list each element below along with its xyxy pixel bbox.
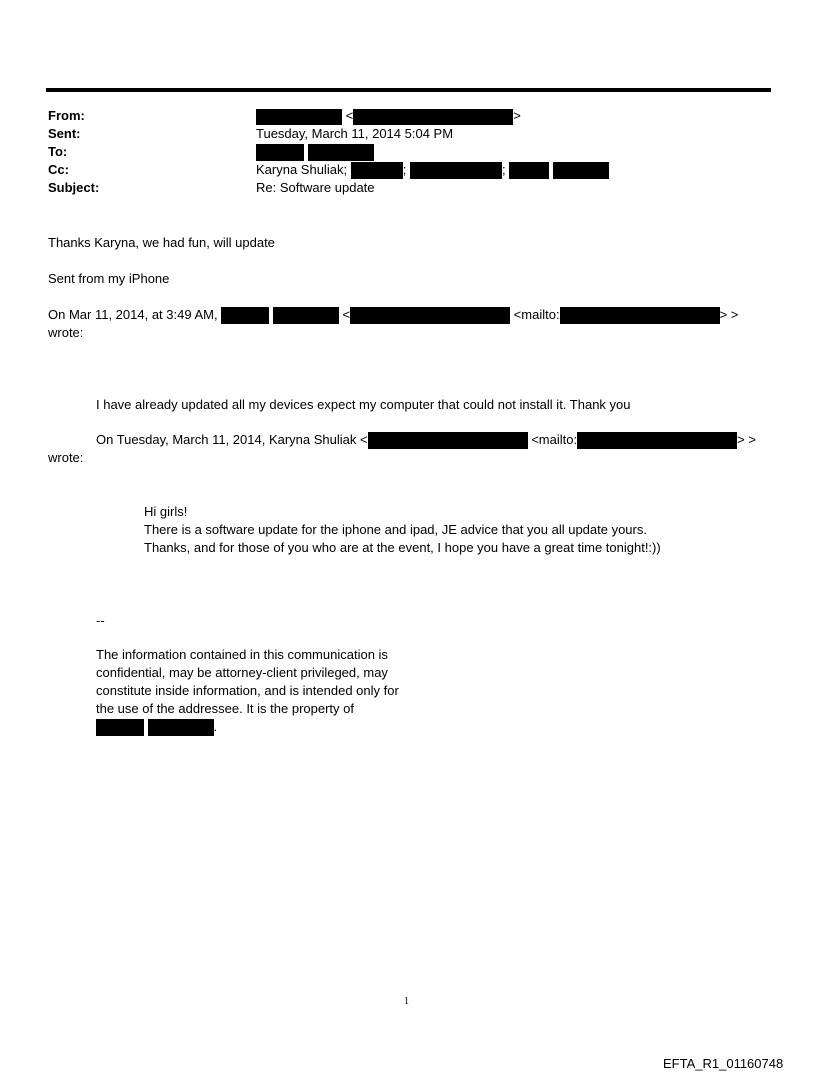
quote2-prefix: On Tuesday, March 11, 2014, Karyna Shuliak < (96, 432, 368, 447)
redaction-block (509, 162, 549, 179)
disclaimer-line: confidential, may be attorney-client privileged, may (96, 665, 388, 680)
disclaimer-line: the use of the addressee. It is the property of (96, 701, 354, 716)
quote2-line: There is a software update for the iphone and ipad, JE advice that you all update yours. (144, 522, 647, 537)
redaction-block (273, 307, 339, 324)
redaction-block (350, 307, 510, 324)
quote1-close: > > (719, 307, 739, 322)
quote1-wrote: wrote: (48, 325, 84, 340)
quote1-prefix: On Mar 11, 2014, at 3:49 AM, (48, 307, 218, 322)
cc-separator: ; (501, 162, 506, 177)
quote1-lt: < (342, 307, 351, 322)
redaction-block (560, 307, 720, 324)
quote2-line: Thanks, and for those of you who are at the event, I hope you have a great time tonight!:)) (144, 540, 661, 555)
quote1-body: I have already updated all my devices expect my computer that could not install it. Thank you (96, 397, 631, 412)
cc-first-recipient: Karyna Shuliak; (256, 162, 348, 177)
redaction-block (221, 307, 269, 324)
signature-separator: -- (96, 613, 105, 628)
header-rule (46, 88, 771, 92)
redaction-block (410, 162, 502, 179)
sent-label: Sent: (48, 126, 81, 141)
quote1-mailto: <mailto: (513, 307, 560, 322)
redaction-block (353, 109, 513, 125)
redaction-block (368, 432, 528, 449)
redaction-block (351, 162, 403, 179)
sent-value: Tuesday, March 11, 2014 5:04 PM (256, 126, 454, 141)
to-label: To: (48, 144, 68, 159)
cc-value (256, 161, 609, 179)
redaction-block (553, 162, 609, 179)
to-value (256, 143, 374, 161)
quote2-line: Hi girls! (144, 504, 188, 519)
subject-label: Subject: (48, 180, 100, 195)
page-number: 1 (404, 996, 409, 1007)
disclaimer-period: . (213, 719, 218, 734)
redaction-block (577, 432, 737, 449)
bates-number: EFTA_R1_01160748 (663, 1056, 784, 1071)
quote2-mailto: <mailto: (531, 432, 578, 447)
quote2-close: > > (737, 432, 756, 447)
redaction-block (148, 719, 214, 736)
cc-separator: ; (402, 162, 407, 177)
redaction-block (256, 144, 304, 161)
disclaimer-line: constitute inside information, and is intended only for (96, 683, 399, 698)
disclaimer-owner (96, 718, 217, 736)
redaction-block (256, 109, 342, 125)
redaction-block (308, 144, 374, 161)
from-value (256, 107, 521, 125)
iphone-signature: Sent from my iPhone (48, 271, 170, 286)
redaction-block (96, 719, 144, 736)
from-gt: > (513, 108, 521, 123)
quote1-attribution (48, 306, 738, 324)
reply-text: Thanks Karyna, we had fun, will update (48, 235, 275, 250)
cc-label: Cc: (48, 162, 69, 177)
quote2-wrote: wrote: (48, 450, 84, 465)
quote2-attribution (96, 431, 756, 449)
from-lt: < (345, 108, 354, 123)
disclaimer-line: The information contained in this communication is (96, 647, 388, 662)
from-label: From: (48, 108, 85, 123)
subject-value: Re: Software update (256, 180, 375, 195)
